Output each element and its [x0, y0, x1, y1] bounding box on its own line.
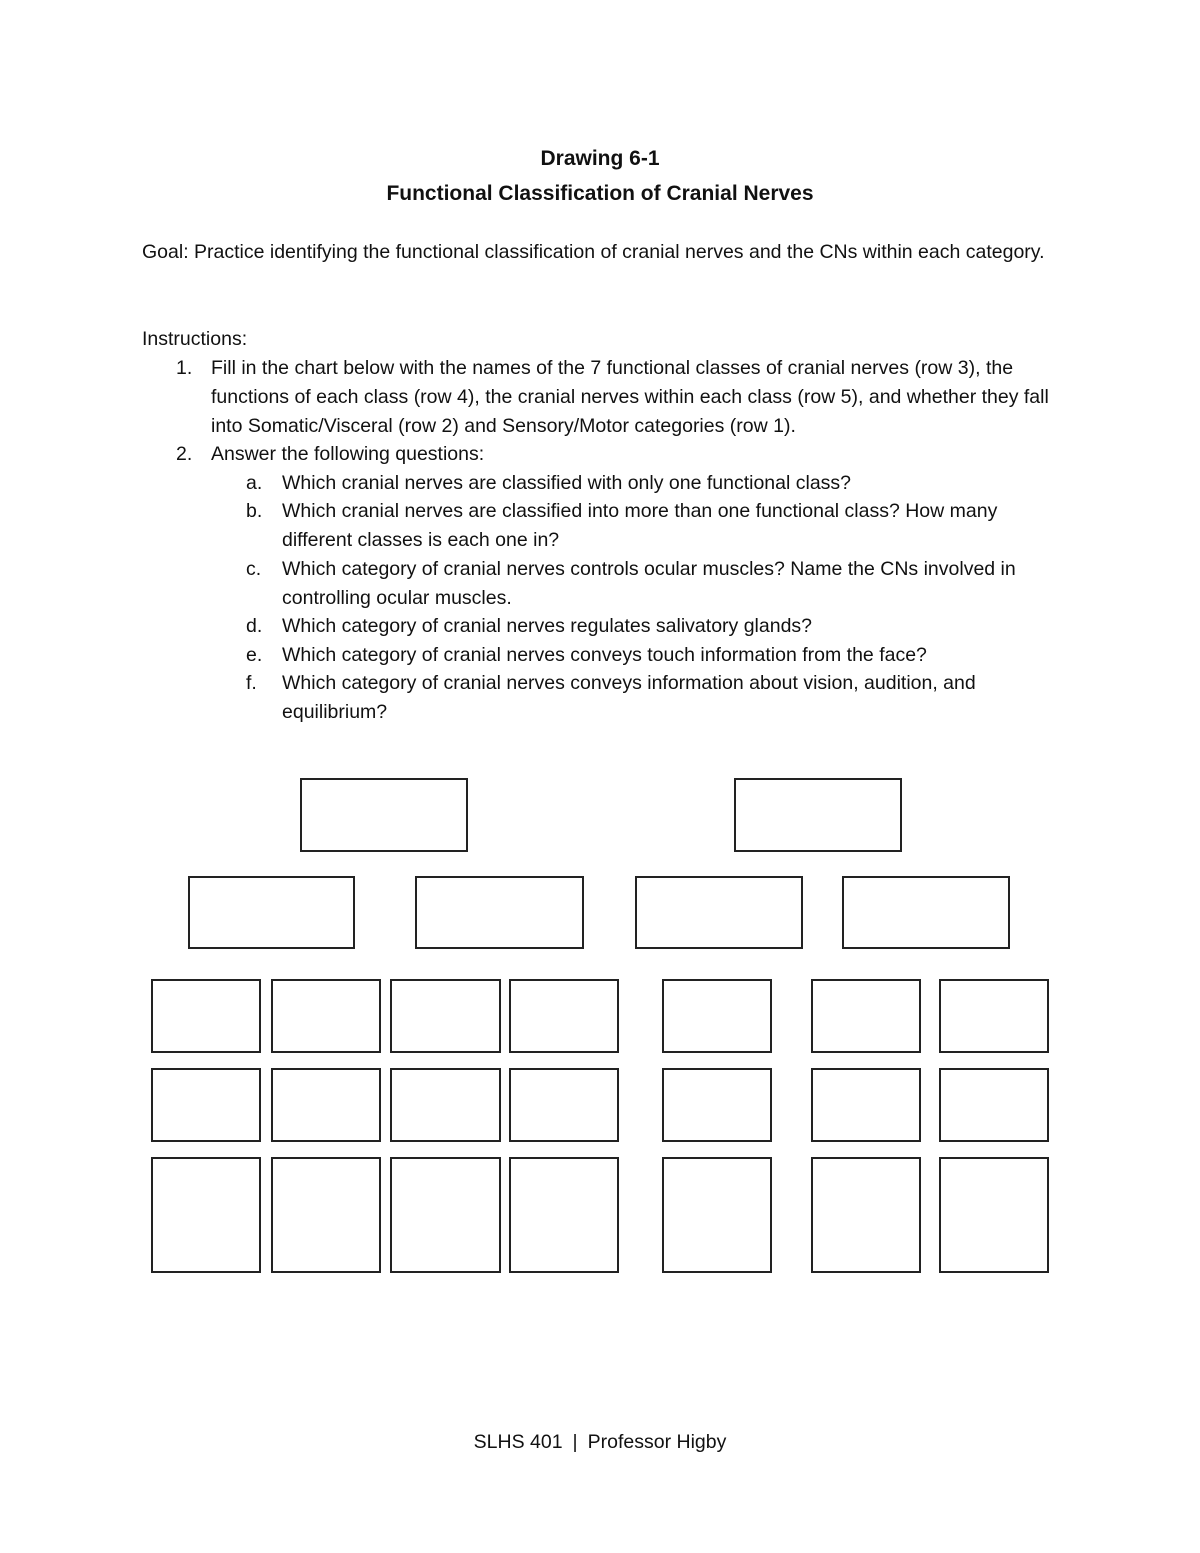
chart-row3-box-2[interactable] [271, 979, 381, 1053]
chart-row2-box-4[interactable] [842, 876, 1010, 949]
chart-row3-box-1[interactable] [151, 979, 261, 1053]
chart-row5-box-2[interactable] [271, 1157, 381, 1273]
chart-row4-box-4[interactable] [509, 1068, 619, 1142]
question-f: Which category of cranial nerves conveys information about vision, audition, and equilibrium? [282, 672, 976, 723]
question-b: Which cranial nerves are classified into more than one functional class? How many different classes is each one in? [282, 500, 998, 551]
question-letter-e: e. [246, 644, 263, 666]
instruction-text-2: Answer the following questions: [211, 443, 485, 465]
instruction-number-2: 2. [176, 443, 193, 465]
chart-row4-box-2[interactable] [271, 1068, 381, 1142]
chart-row4-box-3[interactable] [390, 1068, 501, 1142]
chart-row3-box-4[interactable] [509, 979, 619, 1053]
question-letter-d: d. [246, 615, 263, 637]
chart-row3-box-5[interactable] [662, 979, 772, 1053]
chart-row1-box-2[interactable] [734, 778, 902, 852]
question-a: Which cranial nerves are classified with only one functional class? [282, 472, 852, 494]
instructions-label: Instructions: [142, 328, 248, 350]
question-c: Which category of cranial nerves controls ocular muscles? Name the CNs involved in controlling ocular muscles. [282, 558, 1016, 609]
question-letter-a: a. [246, 472, 263, 494]
chart-row4-box-6[interactable] [811, 1068, 921, 1142]
footer-course: SLHS 401 [473, 1431, 563, 1453]
chart-row3-box-3[interactable] [390, 979, 501, 1053]
chart-row4-box-7[interactable] [939, 1068, 1049, 1142]
page-title: Drawing 6-1 [540, 147, 660, 170]
page-footer [0, 1428, 1200, 1456]
chart-row5-box-3[interactable] [390, 1157, 501, 1273]
instruction-text-1: Fill in the chart below with the names of the 7 functional classes of cranial nerves (row 3), the functions of each class (row 4), the cranial nerves within each class (row 5), and whether they fall into Somatic/Visceral (row 2) and Sensory/Motor categories (row 1). [211, 357, 1049, 437]
footer-separator: | [572, 1431, 578, 1453]
chart-row3-box-7[interactable] [939, 979, 1049, 1053]
chart-row5-box-5[interactable] [662, 1157, 772, 1273]
footer-instructor: Professor Higby [587, 1431, 727, 1453]
chart-row5-box-4[interactable] [509, 1157, 619, 1273]
question-d: Which category of cranial nerves regulates salivatory glands? [282, 615, 813, 637]
question-letter-c: c. [246, 558, 262, 580]
question-letter-b: b. [246, 500, 263, 522]
chart-row2-box-1[interactable] [188, 876, 355, 949]
chart-row3-box-6[interactable] [811, 979, 921, 1053]
chart-row4-box-1[interactable] [151, 1068, 261, 1142]
page-subtitle: Functional Classification of Cranial Nerves [386, 182, 814, 205]
chart-row2-box-2[interactable] [415, 876, 584, 949]
question-letter-f: f. [246, 672, 257, 694]
chart-row1-box-1[interactable] [300, 778, 468, 852]
chart-row5-box-6[interactable] [811, 1157, 921, 1273]
chart-row2-box-3[interactable] [635, 876, 803, 949]
question-e: Which category of cranial nerves conveys touch information from the face? [282, 644, 927, 666]
goal-text: Goal: Practice identifying the functional classification of cranial nerves and the CNs within each category. [142, 241, 1045, 263]
instruction-number-1: 1. [176, 357, 193, 379]
chart-row4-box-5[interactable] [662, 1068, 772, 1142]
chart-row5-box-7[interactable] [939, 1157, 1049, 1273]
chart-row5-box-1[interactable] [151, 1157, 261, 1273]
